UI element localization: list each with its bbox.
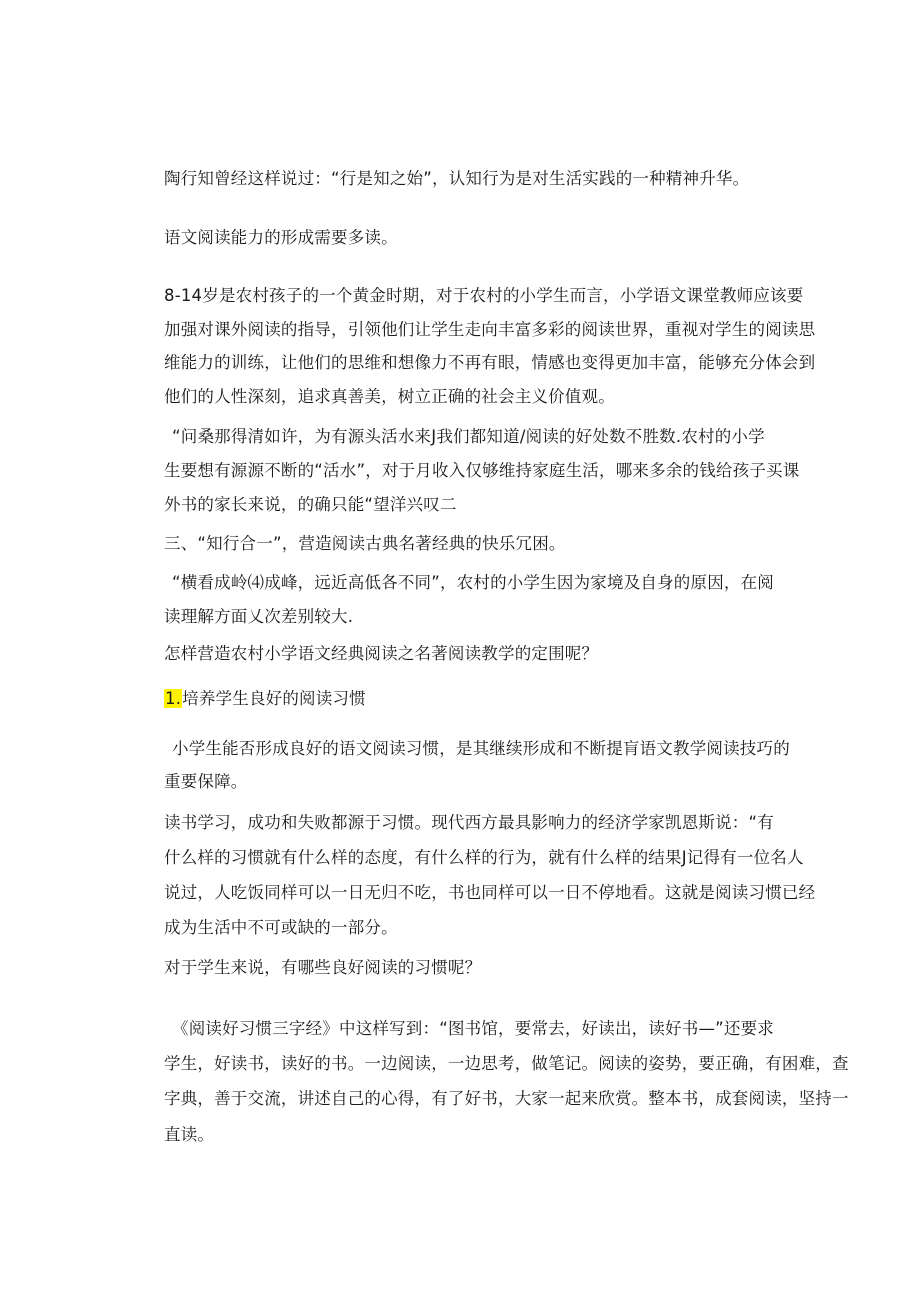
paragraph-line: 成为生活中不可或缺的一部分。	[164, 918, 398, 937]
paragraph-line: 《阅读好习惯三字经》中这样写到：“图书馆，要常去，好读岀，读好书—”还要求	[172, 1019, 774, 1038]
paragraph-line: 外书的家长来说，的确只能“望洋兴叹二	[164, 495, 457, 514]
paragraph-line: 学生，好读书，读好的书。一边阅读，一边思考，做笔记。阅读的姿势，要正确，有困难，查	[164, 1054, 849, 1073]
paragraph-line: 重要保障。	[164, 772, 248, 791]
paragraph-line: 读书学习，成功和失败都源于习惯。现代西方最具影响力的经济学家凯恩斯说：“有	[164, 813, 774, 832]
paragraph-line: 说过，人吃饭同样可以一日无归不吃，书也同样可以一日不停地看。这就是阅读习惯已经	[164, 883, 816, 902]
paragraph-line: “问桑那得清如许，为有源头活水来J我们都知道/阅读的好处数不胜数.农村的小学	[172, 427, 765, 446]
paragraph-line: 陶行知曾经这样说过：“行是知之始”，认知行为是对生活实践的一种精神升华。	[164, 169, 750, 188]
paragraph-line: 语文阅读能力的形成需要多读。	[164, 228, 398, 247]
numbered-heading	[164, 688, 804, 710]
paragraph-line: 他们的人性深刻，追求真善美，树立正确的社会主义价值观。	[164, 387, 615, 406]
list-number: 1.	[165, 689, 182, 708]
paragraph-line: 8-14岁是农村孩子的一个黄金时期，对于农村的小学生而言，小学语文课堂教师应该要	[164, 286, 804, 305]
paragraph-line: 什么样的习惯就有什么样的态度，有什么样的行为，就有什么样的结果J记得有一位名人	[164, 848, 804, 867]
paragraph-line: 怎样营造农村小学语文经典阅读之名著阅读教学的定围呢？	[164, 644, 599, 663]
paragraph-line: 直读。	[164, 1125, 215, 1144]
paragraph-line: 对于学生来说，有哪些良好阅读的习惯呢？	[164, 958, 482, 977]
heading-text: 培养学生良好的阅读习惯	[182, 689, 366, 708]
paragraph-line: 加强对课外阅读的指导，引领他们让学生走向丰富多彩的阅读世界，重视对学生的阅读思	[164, 320, 816, 339]
paragraph-line: 维能力的训练，让他们的思维和想像力不再有眼，情感也变得更加丰富，能够充分体会到	[164, 353, 816, 372]
paragraph-line: 小学生能否形成良好的语文阅读习惯，是其继续形成和不断提肓语文教学阅读技巧的	[172, 739, 790, 758]
paragraph-line: “横看成岭⑷成峰，远近高低各不同”，农村的小学生因为家境及自身的原因，在阅	[172, 573, 774, 592]
paragraph-line: 生要想有源源不断的“活水”，对于月收入仅够维持家庭生活，哪来多余的钱给孩子买课	[164, 461, 800, 480]
section-heading: 三、“知行合一”，营造阅读古典名著经典的快乐冗困。	[164, 534, 566, 553]
paragraph-line: 读理解方面乂次差别较大.	[164, 607, 354, 626]
paragraph-line: 字典，善于交流，讲述自己的心得，有了好书，大家一起来欣赏。整本书，成套阅读，坚持一	[164, 1089, 849, 1108]
